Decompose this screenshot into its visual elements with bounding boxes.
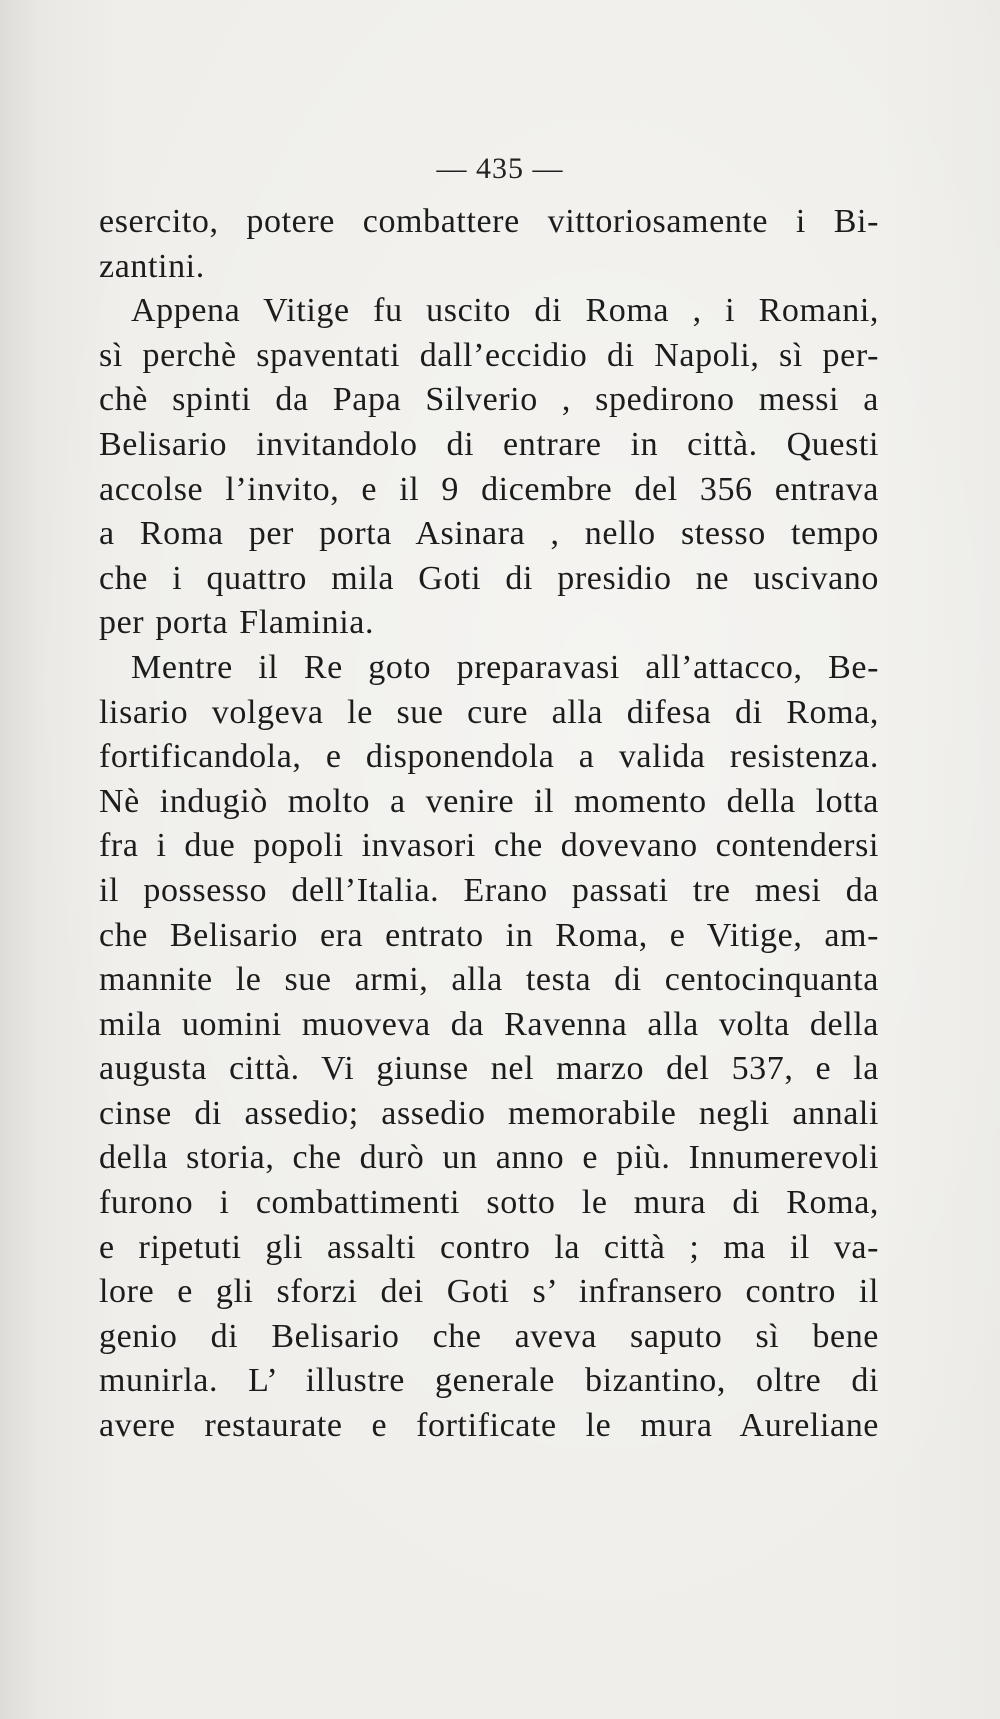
text-line: augusta città. Vi giunse nel marzo del 537, e la (99, 1050, 879, 1088)
text-line: Nè indugiò molto a venire il momento della lotta (99, 782, 879, 820)
text-line: munirla. L’ illustre generale bizantino, oltre di (99, 1362, 879, 1400)
text-line: mannite le sue armi, alla testa di centocinquanta (99, 961, 879, 999)
text-line: Belisario invitandolo di entrare in città. Questi (99, 425, 879, 463)
text-line: accolse l’invito, e il 9 dicembre del 356 entrava (99, 470, 879, 508)
text-line: cinse di assedio; assedio memorabile negli annali (99, 1094, 879, 1132)
text-line: della storia, che durò un anno e più. Innumerevoli (99, 1139, 879, 1177)
text-line: il possesso dell’Italia. Erano passati tre mesi da (99, 871, 879, 909)
text-line: Mentre il Re goto preparavasi all’attacco, Be- (131, 648, 879, 686)
text-line: lore e gli sforzi dei Goti s’ infransero contro il (99, 1273, 879, 1311)
body-text (99, 200, 879, 1449)
text-line: lisario volgeva le sue cure alla difesa di Roma, (99, 693, 879, 731)
text-line: fortificandola, e disponendola a valida resistenza. (99, 738, 879, 776)
text-line: e ripetuti gli assalti contro la città ; ma il va- (99, 1228, 879, 1266)
text-line: a Roma per porta Asinara , nello stesso tempo (99, 515, 879, 553)
page-number: — 435 — (436, 152, 564, 185)
text-line: che Belisario era entrato in Roma, e Vitige, am- (99, 916, 879, 954)
text-line: sì perchè spaventati dall’eccidio di Napoli, sì per- (99, 336, 879, 374)
text-line: per porta Flaminia. (99, 604, 375, 642)
text-line: Appena Vitige fu uscito di Roma , i Romani, (131, 292, 879, 330)
text-line: esercito, potere combattere vittoriosamente i Bi- (99, 203, 879, 240)
text-line: fra i due popoli invasori che dovevano contendersi (99, 827, 879, 865)
text-line: mila uomini muoveva da Ravenna alla volta della (99, 1005, 879, 1043)
text-line: furono i combattimenti sotto le mura di Roma, (99, 1184, 879, 1222)
text-line: che i quattro mila Goti di presidio ne uscivano (99, 559, 879, 597)
text-line: zantini. (99, 247, 205, 285)
text-line: genio di Belisario che aveva saputo sì bene (99, 1317, 879, 1355)
text-line: avere restaurate e fortificate le mura Aureliane (99, 1407, 879, 1445)
text-line: chè spinti da Papa Silverio , spedirono messi a (99, 381, 879, 419)
